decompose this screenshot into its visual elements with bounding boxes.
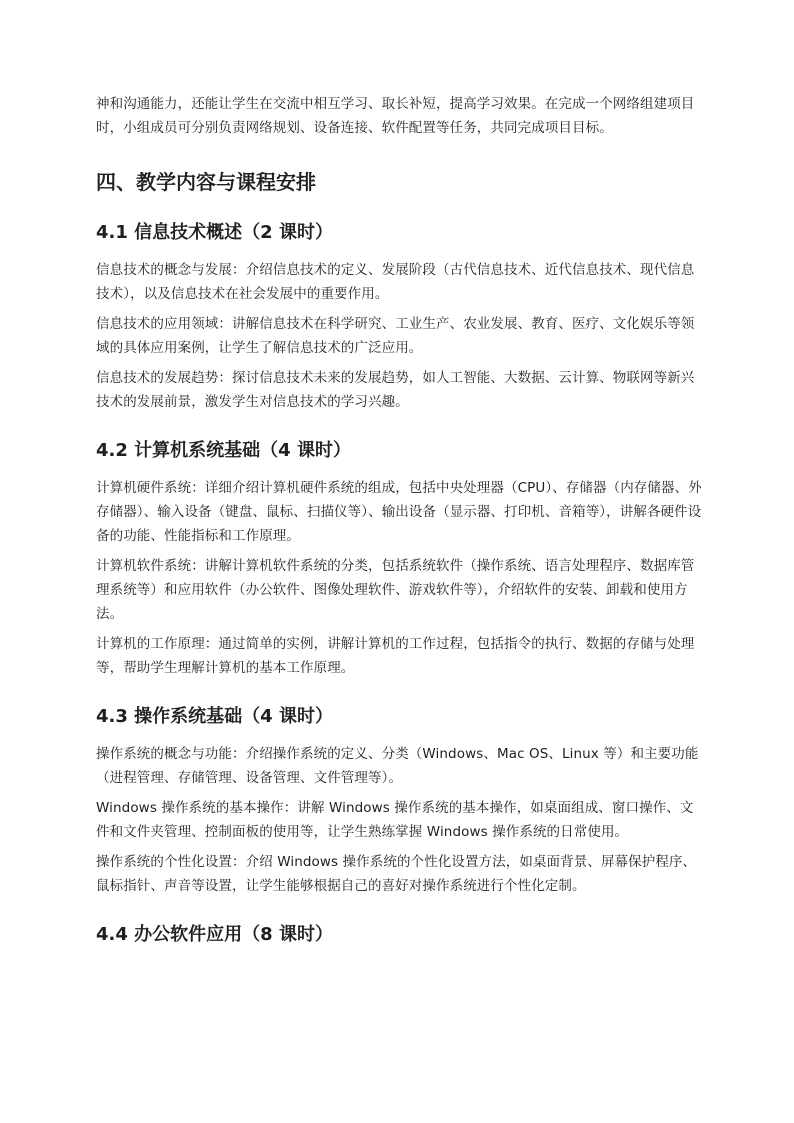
- paragraph: 计算机的工作原理：通过简单的实例，讲解计算机的工作过程，包括指令的执行、数据的存储与处理等，帮助学生理解计算机的基本工作原理。: [96, 636, 695, 676]
- paragraph: 信息技术的概念与发展：介绍信息技术的定义、发展阶段（古代信息技术、近代信息技术、现代信息技术），以及信息技术在社会发展中的重要作用。: [96, 262, 695, 302]
- paragraph: Windows 操作系统的基本操作：讲解 Windows 操作系统的基本操作，如桌面组成、窗口操作、文件和文件夹管理、控制面板的使用等，让学生熟练掌握 Windows 操作系统的日常使用。: [96, 800, 694, 840]
- paragraph: 信息技术的发展趋势：探讨信息技术未来的发展趋势，如人工智能、大数据、云计算、物联网等新兴技术的发展前景，激发学生对信息技术的学习兴趣。: [96, 370, 695, 410]
- subsection-heading-4-4: 4.4 办公软件应用（8 课时）: [96, 924, 333, 945]
- paragraph: 操作系统的个性化设置：介绍 Windows 操作系统的个性化设置方法，如桌面背景、屏幕保护程序、鼠标指针、声音等设置，让学生能够根据自己的喜好对操作系统进行个性化定制。: [96, 854, 697, 894]
- intro-paragraph: 神和沟通能力，还能让学生在交流中相互学习、取长补短，提高学习效果。在完成一个网络组建项目时，小组成员可分别负责网络规划、设备连接、软件配置等任务，共同完成项目目标。: [96, 96, 695, 136]
- document-page: [96, 92, 702, 960]
- subsection-heading-4-2: 4.2 计算机系统基础（4 课时）: [96, 440, 351, 461]
- paragraph: 操作系统的概念与功能：介绍操作系统的定义、分类（Windows、Mac OS、Linux 等）和主要功能（进程管理、存储管理、设备管理、文件管理等）。: [96, 746, 699, 786]
- subsection-heading-4-1: 4.1 信息技术概述（2 课时）: [96, 222, 333, 243]
- paragraph: 计算机软件系统：讲解计算机软件系统的分类，包括系统软件（操作系统、语言处理程序、数据库管理系统等）和应用软件（办公软件、图像处理软件、游戏软件等），介绍软件的安装、卸载和使用方法。: [96, 558, 695, 622]
- paragraph: 信息技术的应用领域：讲解信息技术在科学研究、工业生产、农业发展、教育、医疗、文化娱乐等领域的具体应用案例，让学生了解信息技术的广泛应用。: [96, 316, 695, 356]
- paragraph: 计算机硬件系统：详细介绍计算机硬件系统的组成，包括中央处理器（CPU）、存储器（内存储器、外存储器）、输入设备（键盘、鼠标、扫描仪等）、输出设备（显示器、打印机、音箱等），讲解各硬件设备的功能、性能指标和工作原理。: [96, 480, 702, 544]
- section-heading: 四、教学内容与课程安排: [96, 170, 316, 194]
- subsection-heading-4-3: 4.3 操作系统基础（4 课时）: [96, 706, 333, 727]
